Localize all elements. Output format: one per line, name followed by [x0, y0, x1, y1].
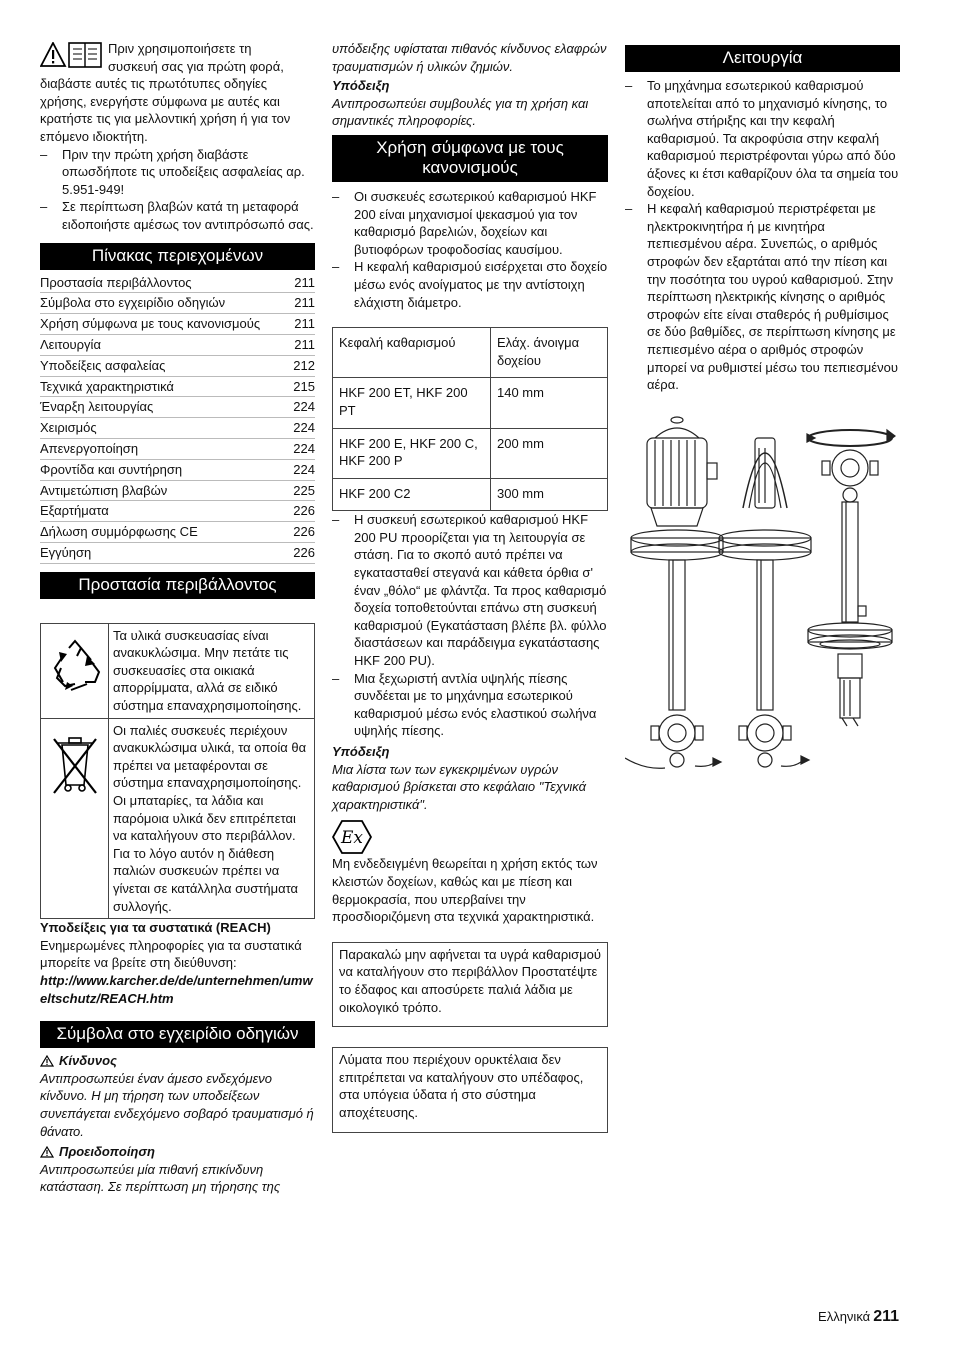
bullet-item: – Η κεφαλή καθαρισμού περιστρέφεται με ηλεκτροκινητήρα ή με κινητήρα πεπιεσμένου αέρα. Συνεπώς, ο αριθμός στροφών δεν εξαρτάται από την πίεση και την ποσότητα του υγρού καθαρισμού. Στην περίπτωση ηλεκτρικής κίνησης ο αριθμός στροφών είτε είναι σταθερός ή ρυθμίσιμος σε δύο βαθμίδες, σε περίπτωση κίνησης με πεπιεσμένο αέρα ο αριθμός στροφών μπορεί να ρυθμιστεί μέσω του πεπιεσμένου αέρα.	[625, 201, 898, 393]
use-title: Χρήση σύμφωνα με τους κανονισμούς	[332, 135, 608, 182]
bullet-item: – Η κεφαλή καθαρισμού εισέρχεται στο δοχείο μέσω ενός ανοίγματος με την αντίστοιχη ελάχιστη διάμετρο.	[332, 259, 608, 310]
toc-page: 211	[294, 274, 315, 290]
toc-page: 215	[293, 378, 315, 394]
toc-label: Σύμβολα στο εγχειρίδιο οδηγιών	[40, 295, 226, 311]
toc-label: Χειρισμός	[40, 420, 97, 436]
table-cell: HKF 200 E, HKF 200 C, HKF 200 P	[333, 428, 491, 478]
warning-text: Αντιπροσωπεύει μία πιθανή επικίνδυνη κατάσταση. Σε περίπτωση μη τήρησης της	[40, 1161, 281, 1195]
ex-text: Μη ενδεδειγμένη θεωρείται η χρήση εκτός των κλειστών δοχείων, καθώς και με πίεση και θερμοκρασία, που υπερβαίνει την προσδιοριζόμενη στα τεχνικά χαρακτηριστικά.	[332, 856, 598, 925]
intro-line-1: Πριν χρησιμοποιήσετε τη	[108, 41, 252, 56]
note2-label: Υπόδειξη	[332, 744, 390, 759]
toc-row[interactable]	[40, 522, 315, 543]
danger-label: Κίνδυνος	[59, 1053, 117, 1069]
table-cell: 300 mm	[491, 478, 608, 511]
env-note-box-2	[332, 1047, 608, 1132]
toc-page: 224	[293, 420, 315, 436]
toc-row[interactable]	[40, 418, 315, 439]
table-row	[333, 428, 608, 478]
intro-text: διαβάστε αυτές τις πρωτότυπες οδηγίες χρήσης, ενεργήστε σύμφωνα με αυτές και κρατήστε τις για μελλοντική χρήση ή για τον επόμενο ιδιοκτήτη.	[40, 76, 291, 144]
environment-table	[40, 623, 315, 920]
toc-label: Προστασία περιβάλλοντος	[40, 274, 192, 290]
toc-row[interactable]	[40, 356, 315, 377]
danger-warning-icon	[40, 1055, 54, 1067]
env-title: Προστασία περιβάλλοντος	[40, 572, 315, 599]
function-title: Λειτουργία	[625, 45, 900, 72]
read-manual-icon	[40, 40, 106, 75]
toc-page: 226	[293, 544, 315, 560]
page-footer	[818, 1308, 899, 1326]
toc-label: Εξαρτήματα	[40, 503, 109, 519]
env-note-text-2: Λύματα που περιέχουν ορυκτέλαια δεν επιτρέπεται να καταλήγουν στο υπέδαφος, στα υπόγεια ύδατα ή στο σύστημα αποχέτευσης.	[339, 1052, 584, 1120]
toc-label: Δήλωση συμμόρφωσης CE	[40, 524, 198, 540]
table-cell: 140 mm	[491, 378, 608, 428]
toc-label: Λειτουργία	[40, 336, 101, 352]
toc-row[interactable]	[40, 377, 315, 398]
toc-row[interactable]	[40, 273, 315, 294]
toc-page: 224	[293, 461, 315, 477]
reach-link[interactable]: http://www.karcher.de/de/unternehmen/umweltschutz/REACH.htm	[40, 972, 313, 1006]
table-cell: 200 mm	[491, 428, 608, 478]
warning-text-cont: υπόδειξης υφίσταται πιθανός κίνδυνος ελαφρών τραυματισμών ή υλικών ζημιών.	[332, 41, 607, 74]
toc-label: Έναρξη λειτουργίας	[40, 399, 154, 415]
toc-label: Υποδείξεις ασφαλείας	[40, 357, 166, 373]
toc-label: Χρήση σύμφωνα με τους κανονισμούς	[40, 316, 261, 332]
table-cell: HKF 200 ET, HKF 200 PT	[333, 378, 491, 428]
toc-title: Πίνακας περιεχομένων	[40, 243, 315, 270]
page-number: 211	[873, 1308, 899, 1325]
toc-row[interactable]	[40, 460, 315, 481]
models-table	[332, 327, 608, 511]
device-illustration	[625, 408, 900, 793]
toc-label: Τεχνικά χαρακτηριστικά	[40, 378, 174, 394]
intro-block	[40, 40, 315, 75]
bullet-item: – Το μηχάνημα εσωτερικού καθαρισμού αποτελείται από το μηχανισμό κίνησης, το σωλήνα στήριξης και την κεφαλή καθαρισμού. Τα ακροφύσια στην κεφαλή καθαρισμού περιστρέφονται γύρω από δύο άξονες κι έτσι καθαρίζουν όλα τα σημεία του δοχείου.	[625, 78, 899, 199]
toc-page: 226	[293, 524, 315, 540]
toc-label: Φροντίδα και συντήρηση	[40, 461, 183, 477]
toc-row[interactable]	[40, 439, 315, 460]
danger-text: Αντιπροσωπεύει έναν άμεσο ενδεχόμενο κίνδυνο. Η μη τήρηση των υποδείξεων συνεπάγεται ενδεχόμενο σοβαρό τραυματισμό ή θάνατο.	[40, 1070, 314, 1139]
table-header-row	[333, 328, 608, 378]
toc-row[interactable]	[40, 293, 315, 314]
env-note-text-1: Παρακαλώ μην αφήνεται τα υγρά καθαρισμού να καταλήγουν στο περιβάλλον Προστατέψτε το έδαφος και αποσύρετε παλιά λάδια με οικολογικό τρόπο.	[339, 946, 601, 1015]
column-right	[625, 40, 900, 792]
toc-label: Αντιμετώπιση βλαβών	[40, 482, 168, 498]
toc-page: 211	[294, 316, 315, 332]
svg-text:Ex: Ex	[341, 828, 363, 849]
ex-explosion-icon	[332, 819, 608, 855]
table-of-contents	[40, 273, 315, 564]
toc-row[interactable]	[40, 481, 315, 502]
bullet-item: – Μια ξεχωριστή αντλία υψηλής πίεσης συνδέεται με το μηχάνημα εσωτερικού καθαρισμού μέσω ενός ελαστικού σωλήνα υψηλής πίεσης.	[332, 670, 597, 739]
toc-page: 225	[293, 482, 315, 498]
toc-label: Απενεργοποίηση	[40, 440, 139, 456]
column-left	[40, 40, 315, 1196]
recycle-text: Τα υλικά συσκευασίας είναι ανακυκλώσιμα. Μην πετάτε τις συσκευασίες στα οικιακά απορρίμματα, αλλά σε ειδικό σύστημα επαναχρησιμοποίησης.	[109, 623, 315, 718]
table-row	[333, 478, 608, 511]
toc-page: 226	[293, 503, 315, 519]
table-header-cell: Κεφαλή καθαρισμού	[333, 328, 491, 378]
bullet-item: – Οι συσκευές εσωτερικού καθαρισμού HKF 200 είναι μηχανισμοί ψεκασμού για τον καθαρισμό βαρελιών, δοχείων και βυτιοφόρων τροφοδοσίας καυσίμου.	[332, 188, 597, 257]
toc-page: 224	[293, 440, 315, 456]
table-row	[333, 378, 608, 428]
weee-bin-icon	[41, 718, 109, 919]
toc-page: 211	[294, 295, 315, 311]
toc-row[interactable]	[40, 314, 315, 335]
reach-text: Ενημερωμένες πληροφορίες για τα συστατικά μπορείτε να βρείτε στη διεύθυνση:	[40, 937, 302, 971]
note2-text: Μια λίστα των των εγκεκριμένων υγρών καθαρισμού βρίσκεται στο κεφάλαιο "Τεχνικά χαρακτηριστικά".	[332, 761, 587, 812]
column-middle	[332, 40, 608, 1133]
toc-row[interactable]	[40, 501, 315, 522]
weee-text: Οι παλιές συσκευές περιέχουν ανακυκλώσιμα υλικά, τα οποία θα πρέπει να μεταφέρονται σε σύστημα επαναχρησιμοποίησης. Οι μπαταρίες, τα λάδια και παρόμοια υλικά δεν επιτρέπεται να καταλήγουν στο περιβάλλον. Για το λόγο αυτόν η διάθεση παλιών συσκευών πρέπει να γίνεται σε κατάλληλα συστήματα συλλογής.	[109, 718, 315, 919]
reach-title: Υποδείξεις για τα συστατικά (REACH)	[40, 920, 271, 936]
symbols-title: Σύμβολα στο εγχειρίδιο οδηγιών	[40, 1021, 315, 1048]
toc-page: 211	[294, 336, 315, 352]
bullet-item: – Η συσκευή εσωτερικού καθαρισμού HKF 200 PU προορίζεται για τη λειτουργία σε στάση. Για το σκοπό αυτό πρέπει να εγκατασταθεί στεγανά και κάθετα όρθια σ' έναν „θόλο“ με φλάντζα. Τα προς καθαρισμό δοχεία τοποθετούνται επάνω στη συσκευή καθαρισμού (Εγκατάσταση βλέπε βλ. φύλλο διαστάσεων και παράδειγμα εγκατάστασης HKF 200 PU).	[332, 512, 607, 669]
footer-language: Ελληνικά	[818, 1309, 871, 1324]
toc-page: 212	[293, 357, 315, 373]
toc-row[interactable]	[40, 397, 315, 418]
intro-line-2: συσκευή σας για πρώτη φορά,	[108, 58, 284, 74]
table-header-cell: Ελάχ. άνοιγμα δοχείου	[491, 328, 608, 378]
bullet-item: – Σε περίπτωση βλαβών κατά τη μεταφορά ειδοποιήστε αμέσως τον αντιπρόσωπό σας.	[40, 199, 314, 232]
toc-row[interactable]	[40, 543, 315, 564]
warning-icon	[40, 1146, 54, 1158]
toc-label: Εγγύηση	[40, 544, 92, 560]
bullet-item: – Πριν την πρώτη χρήση διαβάστε οπωσδήποτε τις υποδείξεις ασφαλείας αρ. 5.951-949!	[40, 146, 305, 197]
recycle-icon	[41, 623, 109, 718]
note-text: Αντιπροσωπεύει συμβουλές για τη χρήση και σημαντικές πληροφορίες.	[332, 95, 589, 129]
toc-page: 224	[293, 399, 315, 415]
table-cell: HKF 200 C2	[333, 478, 491, 511]
warning-label: Προειδοποίηση	[59, 1144, 155, 1160]
env-note-box-1	[332, 942, 608, 1027]
note-label: Υπόδειξη	[332, 78, 390, 94]
toc-row[interactable]	[40, 335, 315, 356]
